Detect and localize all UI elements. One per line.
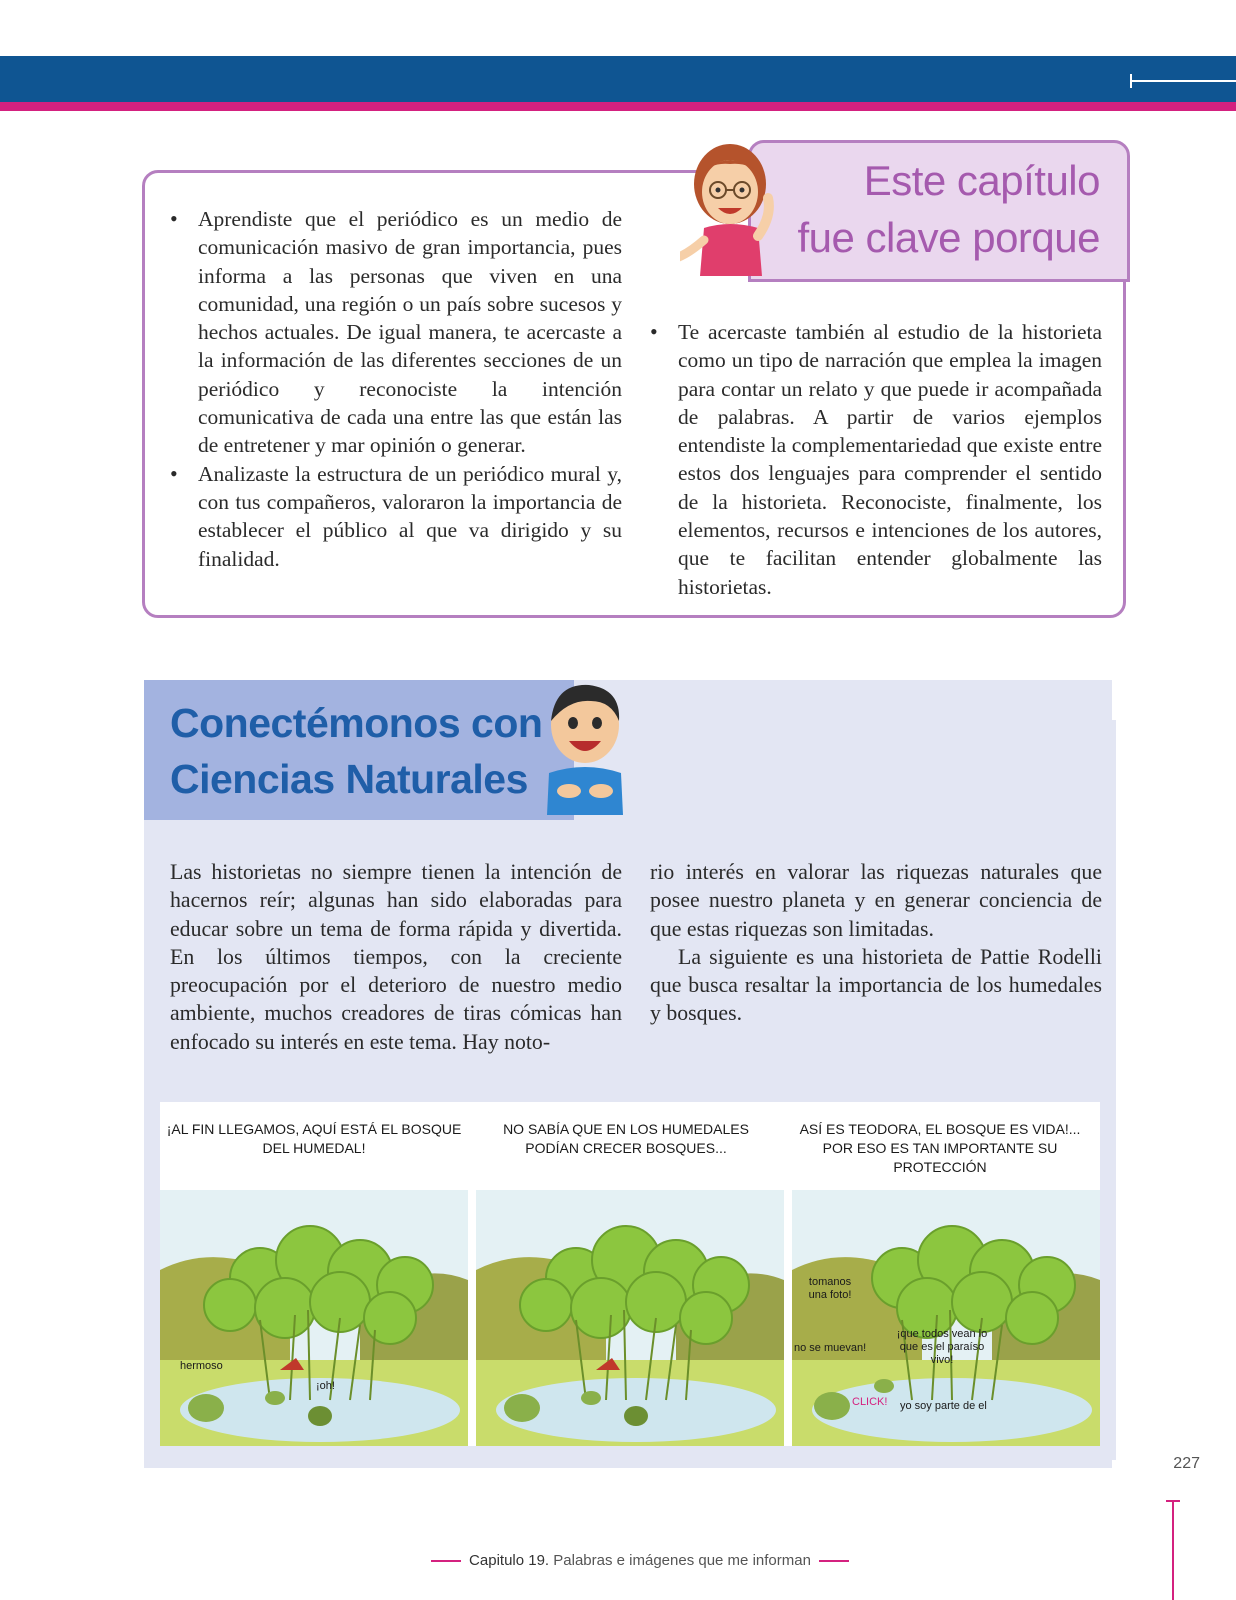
recap-left-column — [170, 205, 622, 573]
header-bar — [0, 56, 1236, 102]
header-rule-tick — [1130, 74, 1132, 88]
comic-panel — [160, 1190, 468, 1446]
recap-bullet: • Aprendiste que el periódico es un medio de comunicación masivo de gran importancia, pues informa a las personas que viven en una comunidad, una región o un país sobre sucesos y hechos actuales. De igual manera, te acercaste a la información de las diferentes secciones de un periódico y reconociste la intención comunicativa de cada una entre las que están las de entretener y mar opinión o generar. — [170, 205, 622, 460]
footer-chapter: Capitulo 19. — [469, 1552, 550, 1569]
recap-title — [760, 152, 1100, 266]
speech-bubble: ¡oh! — [316, 1380, 335, 1392]
comic-panel — [476, 1190, 784, 1446]
section-left-column — [170, 858, 622, 1056]
speech-bubble: hermoso — [180, 1360, 223, 1372]
speech-bubble: yo soy parte de el — [900, 1400, 987, 1412]
wetland-scene — [160, 1190, 468, 1446]
wetland-scene — [476, 1190, 784, 1446]
page-number: 227 — [1173, 1455, 1200, 1472]
footer-right-bar — [819, 1560, 849, 1562]
speech-bubble: tomanos una foto! — [808, 1276, 852, 1301]
section-title-line1: Conectémonos con — [170, 700, 543, 746]
section-title-line2: Ciencias Naturales — [170, 756, 528, 802]
section-title — [170, 695, 570, 807]
section-paragraph: Las historietas no siempre tienen la intención de hacernos reír; algunas han sido elaboradas para educar sobre un tema de forma rápida y divertida. En los últimos tiempos, con la creciente preocupación por el deterioro de nuestro medio ambiente, muchos creadores de tiras cómicas han enfocado su interés en este tema. Hay noto- — [170, 860, 622, 1054]
sound-effect: CLICK! — [852, 1396, 888, 1408]
header-accent-bar — [0, 102, 1236, 111]
footer-subtitle: Palabras e imágenes que me informan — [553, 1552, 811, 1569]
comic-caption: NO SABÍA QUE EN LOS HUMEDALES PODÍAN CRECER BOSQUES... — [503, 1121, 749, 1156]
section-background-edge — [1102, 720, 1116, 1460]
recap-bullet: • Analizaste la estructura de un periódico mural y, con tus compañeros, valoraron la importancia de establecer el público al que va dirigido y su finalidad. — [170, 460, 622, 573]
speech-bubble: ¡que todos vean lo que es el paraíso vivo! — [896, 1328, 988, 1366]
section-right-column — [650, 858, 1102, 1028]
recap-title-line1: Este capítulo — [863, 157, 1100, 204]
footer — [420, 1552, 860, 1569]
comic-caption: ¡AL FIN LLEGAMOS, AQUÍ ESTÁ EL BOSQUE DEL HUMEDAL! — [166, 1121, 462, 1156]
recap-bullet: • Te acercaste también al estudio de la historieta como un tipo de narración que emplea la imagen para contar un relato y que puede ir acompañada de palabras. A partir de varios ejemplos entendiste la complementariedad que existe entre estos dos lenguajes para comprender el sentido de la historieta. Reconociste, finalmente, los elementos, recursos e intenciones de los autores, que te facilitan entender globalmente las historietas. — [650, 318, 1102, 601]
section-paragraph: rio interés en valorar las riquezas naturales que posee nuestro planeta y en generar conciencia de que estas riquezas son limitadas. — [650, 860, 1102, 941]
page-number-rule — [1172, 1500, 1174, 1600]
comic-panel — [792, 1190, 1100, 1446]
footer-left-bar — [431, 1560, 461, 1562]
comic-strip — [160, 1102, 1100, 1446]
comic-caption: ASÍ ES TEODORA, EL BOSQUE ES VIDA!... POR ESO ES TAN IMPORTANTE SU PROTECCIÓN — [799, 1121, 1081, 1175]
speech-bubble: no se muevan! — [794, 1342, 867, 1354]
header-rule — [1130, 80, 1236, 82]
recap-right-column — [650, 318, 1102, 601]
student-illustration — [535, 675, 635, 825]
recap-title-line2: fue clave porque — [797, 214, 1100, 261]
section-paragraph: La siguiente es una historieta de Pattie Rodelli que busca resaltar la importancia de los humedales y bosques. — [650, 944, 1102, 1026]
